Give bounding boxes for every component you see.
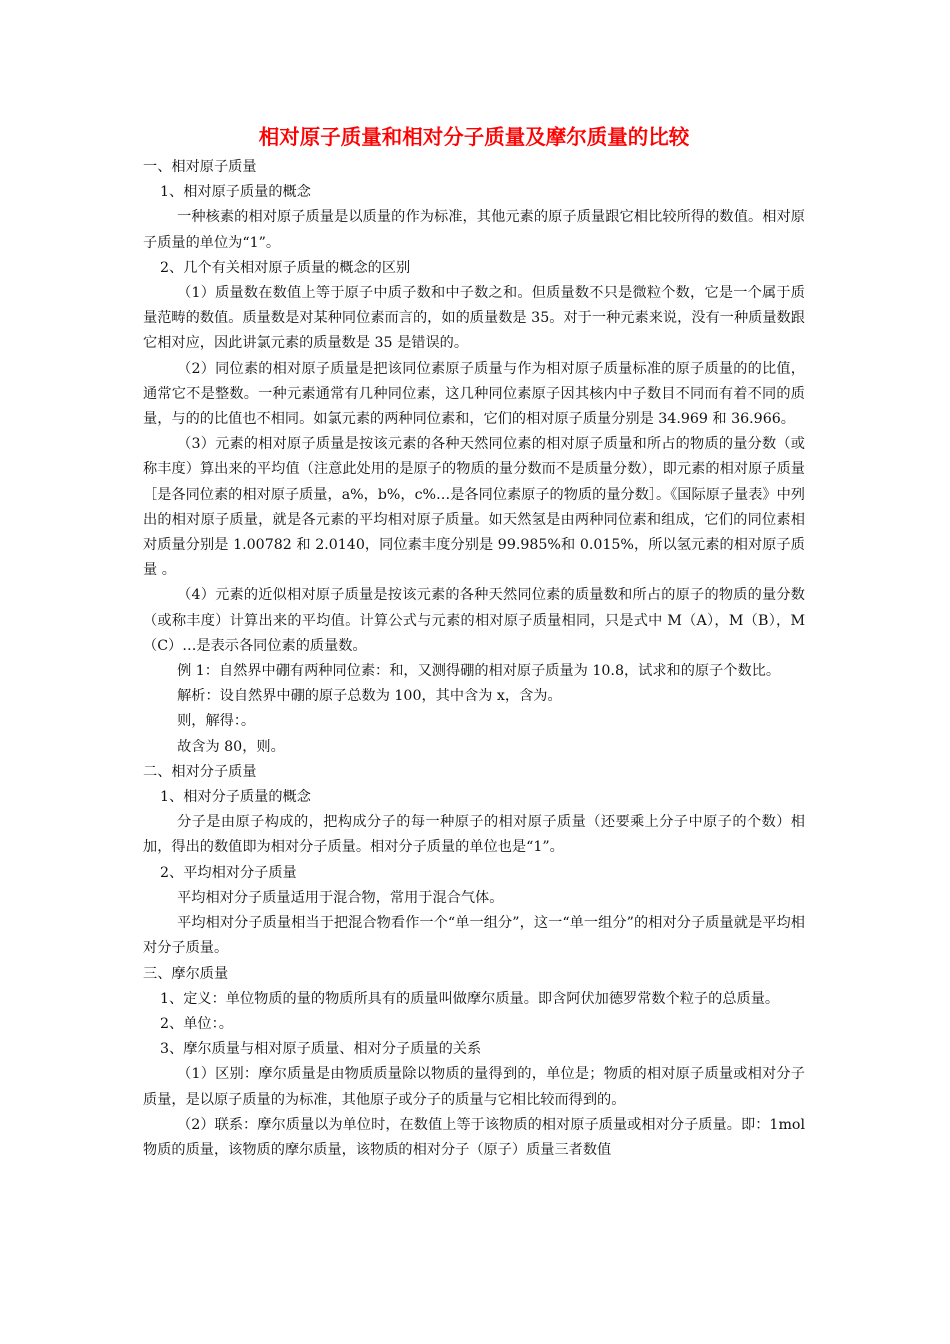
heading-2: 2、平均相对分子质量: [160, 864, 297, 881]
heading-1: 三、摩尔质量: [143, 965, 229, 982]
paragraph: 故含为 80，则。: [177, 738, 285, 755]
document-body: [143, 155, 805, 1163]
heading-2: 1、相对分子质量的概念: [160, 789, 311, 806]
heading-1: 一、相对原子质量: [143, 159, 257, 175]
paragraph: 例 1：自然界中硼有两种同位素：和，又测得硼的相对原子质量为 10.8，试求和的原子个数比。: [177, 663, 781, 680]
heading-2: 2、单位：。: [160, 1015, 233, 1032]
paragraph: 解析：设自然界中硼的原子总数为 100，其中含为 x，含为。: [177, 688, 562, 705]
heading-2: 1、相对原子质量的概念: [160, 184, 311, 201]
paragraph: 平均相对分子质量相当于把混合物看作一个“单一组分”，这一“单一组分”的相对分子质量就是平均相对分子质量。: [143, 915, 805, 957]
paragraph: 分子是由原子构成的，把构成分子的每一种原子的相对原子质量（还要乘上分子中原子的个数）相加，得出的数值即为相对分子质量。相对分子质量的单位也是“1”。: [143, 814, 805, 856]
paragraph: （2）同位素的相对原子质量是把该同位素原子质量与作为相对原子质量标准的原子质量的的比值，通常它不是整数。一种元素通常有几种同位素，这几种同位素原子因其核内中子数目不同而有着不同的质量，与的的比值也不相同。如氯元素的两种同位素和，它们的相对原子质量分别是 34.969 和 36.966。: [143, 360, 805, 428]
heading-1: 二、相对分子质量: [143, 763, 257, 780]
paragraph: （1）质量数在数值上等于原子中质子数和中子数之和。但质量数不只是微粒个数，它是一个属于质量范畴的数值。质量数是对某种同位素而言的，如的质量数是 35。对于一种元素来说，没有一种质量数跟它相对应，因此讲氯元素的质量数是 35 是错误的。: [143, 285, 805, 352]
paragraph: 平均相对分子质量适用于混合物，常用于混合气体。: [177, 889, 504, 906]
paragraph: （3）元素的相对原子质量是按该元素的各种天然同位素的相对原子质量和所占的物质的量分数（或称丰度）算出来的平均值（注意此处用的是原子的物质的量分数而不是质量分数），即元素的相对原子质量［是各同位素的相对原子质量，a%，b%，c%…是各同位素原子的物质的量分数］。《国际原子量表》中列出的相对原子质量，就是各元素的平均相对原子质量。如天然氢是由两种同位素和组成，它们的同位素相对质量分别是 1.00782 和 2.0140，同位素丰度分别是 99.985%和 0.015%，所以氢元素的相对原子质量 。: [143, 436, 805, 579]
heading-2: 1、定义：单位物质的量的物质所具有的质量叫做摩尔质量。即含阿伏加德罗常数个粒子的总质量。: [160, 990, 780, 1007]
paragraph: （1）区别：摩尔质量是由物质质量除以物质的量得到的，单位是；物质的相对原子质量或相对分子质量，是以原子质量的为标准，其他原子或分子的质量与它相比较而得到的。: [143, 1066, 805, 1108]
heading-2: 2、几个有关相对原子质量的概念的区别: [160, 259, 411, 276]
document-title: 相对原子质量和相对分子质量及摩尔质量的比较: [258, 125, 690, 149]
paragraph: 则，解得：。: [177, 713, 256, 730]
heading-2: 3、摩尔质量与相对原子质量、相对分子质量的关系: [160, 1041, 482, 1058]
paragraph: （4）元素的近似相对原子质量是按该元素的各种天然同位素的质量数和所占的原子的物质的量分数（或称丰度）计算出来的平均值。计算公式与元素的相对原子质量相同，只是式中 M（A），M（B），M（C）…是表示各同位素的质量数。: [143, 587, 805, 654]
paragraph: （2）联系：摩尔质量以为单位时，在数值上等于该物质的相对原子质量或相对分子质量。即：1mol 物质的质量，该物质的摩尔质量，该物质的相对分子（原子）质量三者数值: [143, 1116, 805, 1158]
paragraph: 一种核素的相对原子质量是以质量的作为标准，其他元素的原子质量跟它相比较所得的数值。相对原子质量的单位为“1”。: [143, 209, 805, 251]
